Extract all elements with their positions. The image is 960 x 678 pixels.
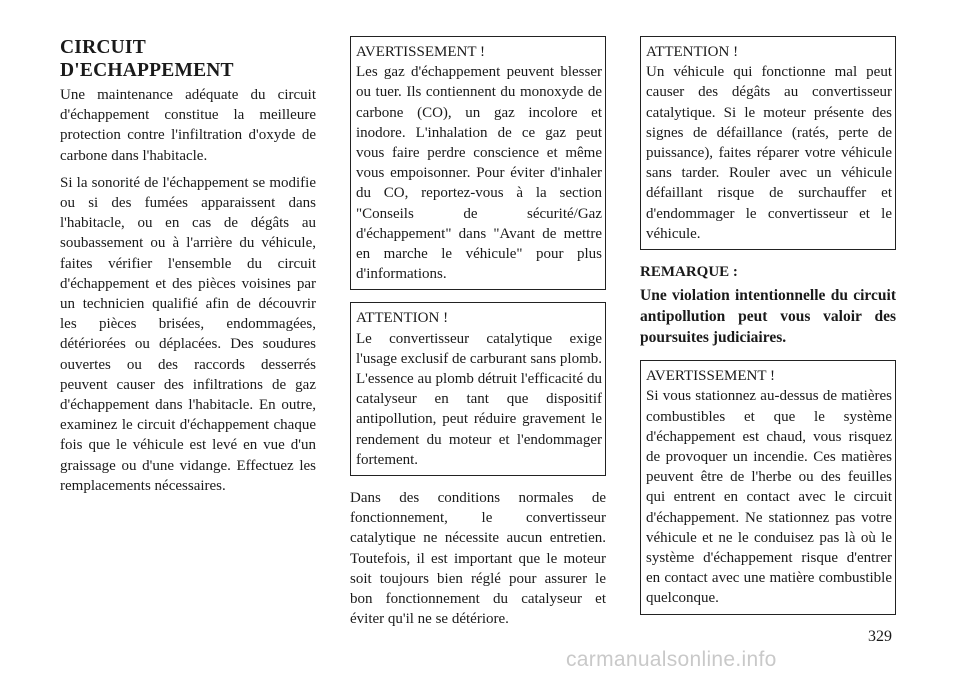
- watermark: carmanualsonline.info: [566, 648, 777, 671]
- warning-text: Les gaz d'échappement peuvent blesser ou tuer. Ils contiennent du monoxyde de carbone (CO), un gaz incolore et inodore. L'inhalation de ce gaz peut vous faire perdre conscience et même vous empoisonner. Pour éviter d'inhaler du CO, reportez-vous à la section "Conseils de sécurité/Gaz d'échappement" dans "Avant de mettre en marche le véhicule" pour plus d'informations.: [356, 64, 602, 283]
- remark-heading: REMARQUE :: [640, 264, 738, 281]
- warning-heading: AVERTISSEMENT !: [356, 44, 485, 60]
- warning-box-exhaust-gas: [350, 36, 606, 290]
- caution-heading: ATTENTION !: [356, 310, 449, 327]
- page-number: 329: [868, 628, 892, 645]
- inspection-paragraph: Si la sonorité de l'échappement se modifie ou si des fumées apparaissent dans l'habitacle, ou en cas de dégâts au soubassement ou à l'arrière du véhicule, faites vérifier l'ensemble du circuit d'échappement et des pièces voisines par un technicien qualifié afin de découvrir les pièces brisées, endommagées, détériorées ou déplacées. Des soudures ouvertes ou des raccords desserrés peuvent causer des infiltrations de gaz d'échappement dans l'habitacle. En outre, examinez le circuit d'échappement chaque fois que le véhicule est levé en vue d'un graissage ou d'une vidange. Effectuez les remplacements nécessaires.: [60, 174, 316, 494]
- caution-box-unleaded-fuel: [350, 302, 606, 476]
- catalytic-converter-paragraph: Dans des conditions normales de fonctionnement, le convertisseur catalytique ne nécessite aucun entretien. Toutefois, il est important que le moteur soit toujours bien réglé pour assurer le bon fonctionnement du catalyseur et éviter qu'il ne se détériore.: [350, 490, 606, 628]
- caution-text: Le convertisseur catalytique exige l'usage exclusif de carburant sans plomb. L'essence au plomb détruit l'efficacité du catalyseur en tant que dispositif antipollution, peut réduire gravement le rendement du moteur et l'endommager fortement.: [356, 330, 602, 468]
- remark-text: Une violation intentionnelle du circuit antipollution peut vous valoir des poursuites judiciaires.: [640, 287, 896, 347]
- section-title: CIRCUIT D'ECHAPPEMENT: [60, 37, 234, 81]
- warning-heading: AVERTISSEMENT !: [646, 368, 775, 385]
- column-right: [640, 36, 896, 627]
- column-middle: [350, 36, 606, 636]
- warning-box-fire-risk: [640, 360, 896, 614]
- caution-heading: ATTENTION !: [646, 44, 739, 60]
- column-left: [60, 36, 316, 503]
- caution-box-malfunction: [640, 36, 896, 250]
- caution-text: Un véhicule qui fonctionne mal peut causer des dégâts au convertisseur catalytique. Si le moteur présente des signes de défaillance (ratés, perte de puissance), faites réparer votre véhicule sans tarder. Rouler avec un véhicule défaillant risque de surchauffer et d'endommager le convertisseur et le véhicule.: [646, 64, 892, 242]
- warning-text: Si vous stationnez au-dessus de matières combustibles et que le système d'échappement est chaud, vous risquez de provoquer un incendie. Ces matières peuvent être de l'herbe ou des feuilles qui entrent en contact avec le circuit d'échappement. Ne stationnez pas votre véhicule et ne le conduisez pas là où le système d'échappement risque d'entrer en contact avec une matière combustible quelconque.: [646, 388, 892, 607]
- intro-paragraph: Une maintenance adéquate du circuit d'échappement constitue la meilleure protection contre l'infiltration d'oxyde de carbone dans l'habitacle.: [60, 87, 316, 164]
